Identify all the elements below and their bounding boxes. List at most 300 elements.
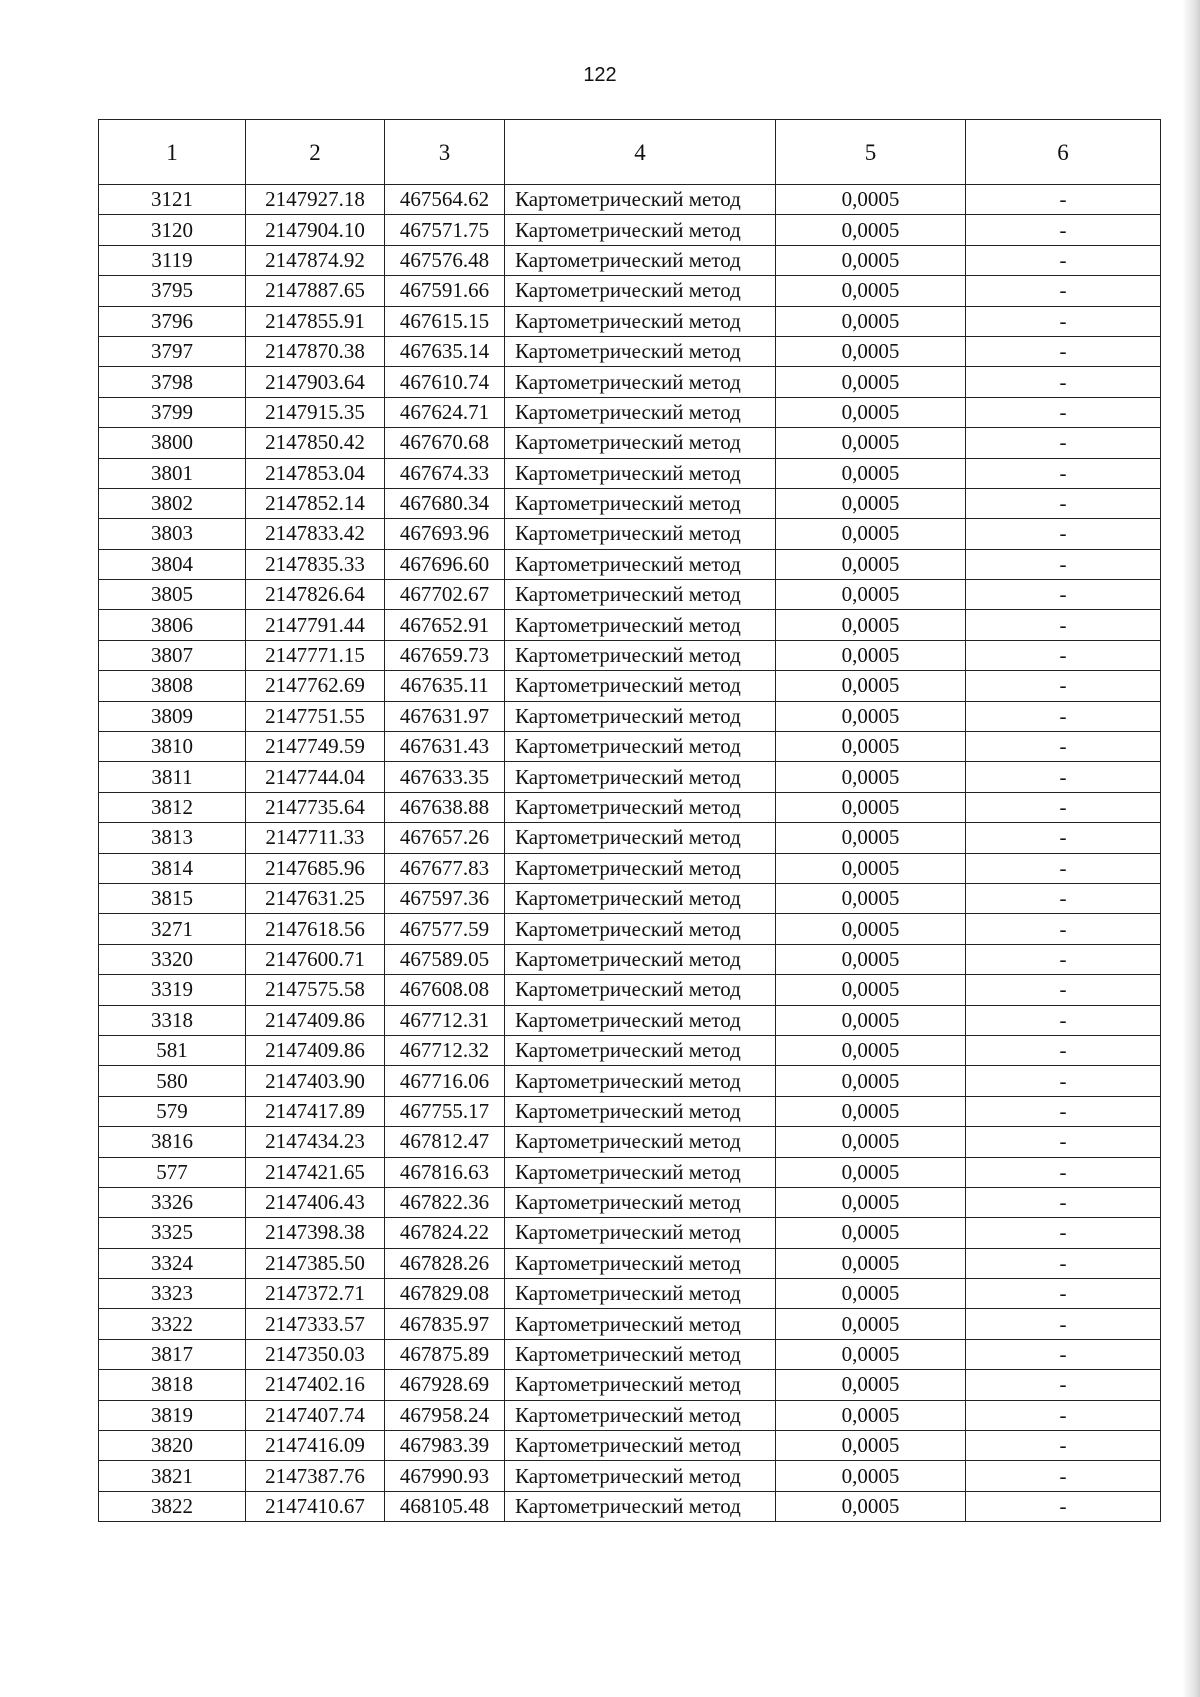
cell-coord-x: 2147333.57 bbox=[246, 1309, 385, 1339]
cell-coord-y: 467696.60 bbox=[385, 549, 505, 579]
cell-method: Картометрический метод bbox=[505, 1187, 776, 1217]
cell-note: - bbox=[966, 1339, 1161, 1369]
header-cell-col-3: 3 bbox=[385, 120, 505, 185]
cell-accuracy: 0,0005 bbox=[776, 883, 966, 913]
cell-coord-x: 2147904.10 bbox=[246, 215, 385, 245]
table-row bbox=[99, 276, 1161, 306]
cell-coord-y: 468105.48 bbox=[385, 1491, 505, 1521]
cell-note: - bbox=[966, 1127, 1161, 1157]
cell-note: - bbox=[966, 610, 1161, 640]
table-row bbox=[99, 1339, 1161, 1369]
cell-accuracy: 0,0005 bbox=[776, 1127, 966, 1157]
cell-coord-x: 2147385.50 bbox=[246, 1248, 385, 1278]
cell-method: Картометрический метод bbox=[505, 1461, 776, 1491]
cell-method: Картометрический метод bbox=[505, 245, 776, 275]
cell-coord-y: 467674.33 bbox=[385, 458, 505, 488]
cell-note: - bbox=[966, 1400, 1161, 1430]
table-row bbox=[99, 458, 1161, 488]
cell-method: Картометрический метод bbox=[505, 853, 776, 883]
cell-note: - bbox=[966, 762, 1161, 792]
table-row bbox=[99, 549, 1161, 579]
cell-method: Картометрический метод bbox=[505, 458, 776, 488]
cell-coord-y: 467716.06 bbox=[385, 1066, 505, 1096]
cell-coord-x: 2147410.67 bbox=[246, 1491, 385, 1521]
cell-coord-x: 2147406.43 bbox=[246, 1187, 385, 1217]
cell-coord-y: 467755.17 bbox=[385, 1096, 505, 1126]
cell-note: - bbox=[966, 397, 1161, 427]
cell-coord-x: 2147744.04 bbox=[246, 762, 385, 792]
cell-point-number: 3819 bbox=[99, 1400, 246, 1430]
cell-coord-x: 2147874.92 bbox=[246, 245, 385, 275]
header-row bbox=[99, 120, 1161, 185]
cell-coord-y: 467591.66 bbox=[385, 276, 505, 306]
cell-point-number: 3801 bbox=[99, 458, 246, 488]
cell-coord-y: 467958.24 bbox=[385, 1400, 505, 1430]
cell-coord-y: 467822.36 bbox=[385, 1187, 505, 1217]
table-row bbox=[99, 1157, 1161, 1187]
cell-accuracy: 0,0005 bbox=[776, 1279, 966, 1309]
cell-note: - bbox=[966, 1309, 1161, 1339]
cell-method: Картометрический метод bbox=[505, 1370, 776, 1400]
cell-method: Картометрический метод bbox=[505, 1035, 776, 1065]
cell-coord-x: 2147600.71 bbox=[246, 944, 385, 974]
cell-accuracy: 0,0005 bbox=[776, 1035, 966, 1065]
cell-coord-x: 2147685.96 bbox=[246, 853, 385, 883]
cell-point-number: 3814 bbox=[99, 853, 246, 883]
cell-method: Картометрический метод bbox=[505, 1005, 776, 1035]
cell-note: - bbox=[966, 245, 1161, 275]
cell-accuracy: 0,0005 bbox=[776, 671, 966, 701]
cell-coord-y: 467657.26 bbox=[385, 823, 505, 853]
table-row bbox=[99, 975, 1161, 1005]
cell-method: Картометрический метод bbox=[505, 1491, 776, 1521]
cell-method: Картометрический метод bbox=[505, 1127, 776, 1157]
cell-accuracy: 0,0005 bbox=[776, 823, 966, 853]
cell-point-number: 3820 bbox=[99, 1431, 246, 1461]
table-row bbox=[99, 853, 1161, 883]
table-row bbox=[99, 215, 1161, 245]
coordinates-table bbox=[98, 119, 1161, 1522]
table-row bbox=[99, 488, 1161, 518]
cell-note: - bbox=[966, 853, 1161, 883]
cell-point-number: 3810 bbox=[99, 732, 246, 762]
cell-coord-x: 2147409.86 bbox=[246, 1035, 385, 1065]
cell-coord-x: 2147751.55 bbox=[246, 701, 385, 731]
cell-coord-y: 467576.48 bbox=[385, 245, 505, 275]
cell-method: Картометрический метод bbox=[505, 732, 776, 762]
cell-coord-y: 467835.97 bbox=[385, 1309, 505, 1339]
cell-coord-y: 467670.68 bbox=[385, 428, 505, 458]
cell-note: - bbox=[966, 215, 1161, 245]
cell-accuracy: 0,0005 bbox=[776, 549, 966, 579]
header-cell-col-2: 2 bbox=[246, 120, 385, 185]
table-row bbox=[99, 883, 1161, 913]
cell-note: - bbox=[966, 1187, 1161, 1217]
cell-point-number: 3805 bbox=[99, 580, 246, 610]
scan-edge-shadow bbox=[1182, 0, 1200, 1697]
cell-coord-y: 467638.88 bbox=[385, 792, 505, 822]
table-row bbox=[99, 1005, 1161, 1035]
cell-note: - bbox=[966, 1248, 1161, 1278]
cell-note: - bbox=[966, 1218, 1161, 1248]
cell-note: - bbox=[966, 1279, 1161, 1309]
cell-accuracy: 0,0005 bbox=[776, 732, 966, 762]
table-row bbox=[99, 428, 1161, 458]
cell-note: - bbox=[966, 640, 1161, 670]
cell-note: - bbox=[966, 519, 1161, 549]
cell-point-number: 3802 bbox=[99, 488, 246, 518]
cell-coord-x: 2147791.44 bbox=[246, 610, 385, 640]
cell-coord-x: 2147855.91 bbox=[246, 306, 385, 336]
cell-accuracy: 0,0005 bbox=[776, 488, 966, 518]
cell-point-number: 3323 bbox=[99, 1279, 246, 1309]
cell-note: - bbox=[966, 580, 1161, 610]
cell-accuracy: 0,0005 bbox=[776, 397, 966, 427]
table-row bbox=[99, 245, 1161, 275]
cell-method: Картометрический метод bbox=[505, 762, 776, 792]
cell-coord-y: 467631.97 bbox=[385, 701, 505, 731]
cell-coord-y: 467828.26 bbox=[385, 1248, 505, 1278]
cell-point-number: 3817 bbox=[99, 1339, 246, 1369]
cell-accuracy: 0,0005 bbox=[776, 853, 966, 883]
cell-coord-y: 467652.91 bbox=[385, 610, 505, 640]
cell-accuracy: 0,0005 bbox=[776, 1218, 966, 1248]
cell-method: Картометрический метод bbox=[505, 640, 776, 670]
cell-point-number: 580 bbox=[99, 1066, 246, 1096]
cell-method: Картометрический метод bbox=[505, 701, 776, 731]
cell-coord-x: 2147903.64 bbox=[246, 367, 385, 397]
cell-coord-y: 467608.08 bbox=[385, 975, 505, 1005]
cell-note: - bbox=[966, 185, 1161, 215]
cell-point-number: 3796 bbox=[99, 306, 246, 336]
cell-point-number: 3799 bbox=[99, 397, 246, 427]
table-row bbox=[99, 914, 1161, 944]
cell-method: Картометрический метод bbox=[505, 336, 776, 366]
cell-accuracy: 0,0005 bbox=[776, 519, 966, 549]
cell-note: - bbox=[966, 1491, 1161, 1521]
cell-accuracy: 0,0005 bbox=[776, 1400, 966, 1430]
cell-coord-x: 2147850.42 bbox=[246, 428, 385, 458]
cell-point-number: 581 bbox=[99, 1035, 246, 1065]
cell-accuracy: 0,0005 bbox=[776, 610, 966, 640]
cell-note: - bbox=[966, 975, 1161, 1005]
cell-coord-x: 2147434.23 bbox=[246, 1127, 385, 1157]
cell-note: - bbox=[966, 1005, 1161, 1035]
cell-method: Картометрический метод bbox=[505, 1157, 776, 1187]
cell-coord-x: 2147711.33 bbox=[246, 823, 385, 853]
cell-method: Картометрический метод bbox=[505, 185, 776, 215]
page-number: 122 bbox=[583, 64, 617, 86]
cell-coord-y: 467633.35 bbox=[385, 762, 505, 792]
cell-accuracy: 0,0005 bbox=[776, 1096, 966, 1126]
cell-coord-y: 467712.32 bbox=[385, 1035, 505, 1065]
table-row bbox=[99, 640, 1161, 670]
cell-accuracy: 0,0005 bbox=[776, 458, 966, 488]
cell-point-number: 3797 bbox=[99, 336, 246, 366]
table-row bbox=[99, 306, 1161, 336]
cell-coord-x: 2147853.04 bbox=[246, 458, 385, 488]
cell-method: Картометрический метод bbox=[505, 1218, 776, 1248]
header-cell-col-5: 5 bbox=[776, 120, 966, 185]
cell-note: - bbox=[966, 1035, 1161, 1065]
header-cell-col-4: 4 bbox=[505, 120, 776, 185]
cell-coord-y: 467990.93 bbox=[385, 1461, 505, 1491]
cell-method: Картометрический метод bbox=[505, 488, 776, 518]
cell-method: Картометрический метод bbox=[505, 367, 776, 397]
cell-point-number: 3816 bbox=[99, 1127, 246, 1157]
cell-coord-y: 467631.43 bbox=[385, 732, 505, 762]
cell-note: - bbox=[966, 883, 1161, 913]
cell-point-number: 3798 bbox=[99, 367, 246, 397]
cell-coord-x: 2147927.18 bbox=[246, 185, 385, 215]
cell-coord-y: 467875.89 bbox=[385, 1339, 505, 1369]
cell-coord-y: 467624.71 bbox=[385, 397, 505, 427]
cell-coord-y: 467824.22 bbox=[385, 1218, 505, 1248]
cell-note: - bbox=[966, 367, 1161, 397]
cell-coord-x: 2147826.64 bbox=[246, 580, 385, 610]
cell-point-number: 3319 bbox=[99, 975, 246, 1005]
cell-point-number: 3320 bbox=[99, 944, 246, 974]
table-row bbox=[99, 367, 1161, 397]
table-row bbox=[99, 580, 1161, 610]
cell-point-number: 3119 bbox=[99, 245, 246, 275]
table-row bbox=[99, 762, 1161, 792]
table-row bbox=[99, 185, 1161, 215]
table-row bbox=[99, 1218, 1161, 1248]
cell-method: Картометрический метод bbox=[505, 1431, 776, 1461]
cell-coord-x: 2147762.69 bbox=[246, 671, 385, 701]
table-row bbox=[99, 1187, 1161, 1217]
cell-note: - bbox=[966, 701, 1161, 731]
table-row bbox=[99, 1279, 1161, 1309]
cell-accuracy: 0,0005 bbox=[776, 1157, 966, 1187]
cell-method: Картометрический метод bbox=[505, 306, 776, 336]
cell-coord-y: 467577.59 bbox=[385, 914, 505, 944]
cell-note: - bbox=[966, 336, 1161, 366]
cell-accuracy: 0,0005 bbox=[776, 1309, 966, 1339]
cell-coord-x: 2147835.33 bbox=[246, 549, 385, 579]
cell-accuracy: 0,0005 bbox=[776, 215, 966, 245]
cell-method: Картометрический метод bbox=[505, 549, 776, 579]
cell-point-number: 579 bbox=[99, 1096, 246, 1126]
cell-coord-y: 467589.05 bbox=[385, 944, 505, 974]
cell-coord-x: 2147575.58 bbox=[246, 975, 385, 1005]
table-row bbox=[99, 610, 1161, 640]
cell-method: Картометрический метод bbox=[505, 914, 776, 944]
cell-method: Картометрический метод bbox=[505, 823, 776, 853]
cell-coord-x: 2147870.38 bbox=[246, 336, 385, 366]
cell-accuracy: 0,0005 bbox=[776, 306, 966, 336]
cell-coord-x: 2147403.90 bbox=[246, 1066, 385, 1096]
cell-point-number: 3804 bbox=[99, 549, 246, 579]
cell-coord-y: 467812.47 bbox=[385, 1127, 505, 1157]
cell-coord-y: 467983.39 bbox=[385, 1431, 505, 1461]
cell-coord-y: 467615.15 bbox=[385, 306, 505, 336]
cell-point-number: 3821 bbox=[99, 1461, 246, 1491]
cell-method: Картометрический метод bbox=[505, 1400, 776, 1430]
table-row bbox=[99, 397, 1161, 427]
cell-accuracy: 0,0005 bbox=[776, 792, 966, 822]
table-row bbox=[99, 671, 1161, 701]
cell-method: Картометрический метод bbox=[505, 428, 776, 458]
table-row bbox=[99, 1431, 1161, 1461]
cell-accuracy: 0,0005 bbox=[776, 1248, 966, 1278]
cell-method: Картометрический метод bbox=[505, 1096, 776, 1126]
cell-coord-x: 2147749.59 bbox=[246, 732, 385, 762]
cell-note: - bbox=[966, 458, 1161, 488]
cell-point-number: 3121 bbox=[99, 185, 246, 215]
cell-coord-x: 2147416.09 bbox=[246, 1431, 385, 1461]
header-cell-col-1: 1 bbox=[99, 120, 246, 185]
cell-accuracy: 0,0005 bbox=[776, 428, 966, 458]
cell-method: Картометрический метод bbox=[505, 1066, 776, 1096]
cell-method: Картометрический метод bbox=[505, 944, 776, 974]
table-row bbox=[99, 1248, 1161, 1278]
cell-accuracy: 0,0005 bbox=[776, 701, 966, 731]
cell-accuracy: 0,0005 bbox=[776, 1491, 966, 1521]
cell-coord-x: 2147350.03 bbox=[246, 1339, 385, 1369]
cell-point-number: 3815 bbox=[99, 883, 246, 913]
cell-coord-x: 2147402.16 bbox=[246, 1370, 385, 1400]
cell-coord-y: 467564.62 bbox=[385, 185, 505, 215]
cell-method: Картометрический метод bbox=[505, 580, 776, 610]
cell-coord-x: 2147398.38 bbox=[246, 1218, 385, 1248]
cell-note: - bbox=[966, 1096, 1161, 1126]
cell-accuracy: 0,0005 bbox=[776, 1370, 966, 1400]
cell-coord-y: 467571.75 bbox=[385, 215, 505, 245]
cell-note: - bbox=[966, 944, 1161, 974]
cell-method: Картометрический метод bbox=[505, 519, 776, 549]
cell-note: - bbox=[966, 276, 1161, 306]
cell-accuracy: 0,0005 bbox=[776, 762, 966, 792]
cell-coord-x: 2147631.25 bbox=[246, 883, 385, 913]
cell-accuracy: 0,0005 bbox=[776, 580, 966, 610]
cell-coord-y: 467693.96 bbox=[385, 519, 505, 549]
cell-accuracy: 0,0005 bbox=[776, 1005, 966, 1035]
cell-point-number: 3806 bbox=[99, 610, 246, 640]
cell-accuracy: 0,0005 bbox=[776, 336, 966, 366]
cell-coord-y: 467677.83 bbox=[385, 853, 505, 883]
table-row bbox=[99, 519, 1161, 549]
table-row bbox=[99, 1066, 1161, 1096]
cell-coord-y: 467635.14 bbox=[385, 336, 505, 366]
cell-coord-x: 2147771.15 bbox=[246, 640, 385, 670]
cell-method: Картометрический метод bbox=[505, 1309, 776, 1339]
cell-coord-y: 467928.69 bbox=[385, 1370, 505, 1400]
cell-coord-x: 2147421.65 bbox=[246, 1157, 385, 1187]
cell-note: - bbox=[966, 1461, 1161, 1491]
table-row bbox=[99, 701, 1161, 731]
cell-point-number: 3812 bbox=[99, 792, 246, 822]
cell-point-number: 3808 bbox=[99, 671, 246, 701]
cell-note: - bbox=[966, 306, 1161, 336]
cell-note: - bbox=[966, 823, 1161, 853]
cell-coord-y: 467702.67 bbox=[385, 580, 505, 610]
cell-note: - bbox=[966, 1370, 1161, 1400]
cell-point-number: 577 bbox=[99, 1157, 246, 1187]
cell-method: Картометрический метод bbox=[505, 671, 776, 701]
table-row bbox=[99, 1400, 1161, 1430]
cell-method: Картометрический метод bbox=[505, 1279, 776, 1309]
cell-point-number: 3324 bbox=[99, 1248, 246, 1278]
table-body bbox=[99, 185, 1161, 1522]
header-cell-col-6: 6 bbox=[966, 120, 1161, 185]
cell-note: - bbox=[966, 914, 1161, 944]
cell-coord-y: 467680.34 bbox=[385, 488, 505, 518]
cell-point-number: 3322 bbox=[99, 1309, 246, 1339]
table-row bbox=[99, 336, 1161, 366]
cell-coord-x: 2147833.42 bbox=[246, 519, 385, 549]
cell-method: Картометрический метод bbox=[505, 883, 776, 913]
cell-point-number: 3803 bbox=[99, 519, 246, 549]
cell-accuracy: 0,0005 bbox=[776, 944, 966, 974]
cell-coord-y: 467635.11 bbox=[385, 671, 505, 701]
cell-coord-x: 2147852.14 bbox=[246, 488, 385, 518]
cell-accuracy: 0,0005 bbox=[776, 1066, 966, 1096]
cell-note: - bbox=[966, 488, 1161, 518]
cell-method: Картометрический метод bbox=[505, 610, 776, 640]
table-row bbox=[99, 1309, 1161, 1339]
cell-coord-x: 2147387.76 bbox=[246, 1461, 385, 1491]
cell-point-number: 3271 bbox=[99, 914, 246, 944]
table-row bbox=[99, 1035, 1161, 1065]
table-row bbox=[99, 1127, 1161, 1157]
cell-coord-x: 2147417.89 bbox=[246, 1096, 385, 1126]
cell-point-number: 3809 bbox=[99, 701, 246, 731]
cell-method: Картометрический метод bbox=[505, 792, 776, 822]
table-row bbox=[99, 1461, 1161, 1491]
cell-coord-y: 467712.31 bbox=[385, 1005, 505, 1035]
cell-accuracy: 0,0005 bbox=[776, 1187, 966, 1217]
cell-point-number: 3800 bbox=[99, 428, 246, 458]
cell-point-number: 3822 bbox=[99, 1491, 246, 1521]
cell-accuracy: 0,0005 bbox=[776, 1431, 966, 1461]
cell-note: - bbox=[966, 1066, 1161, 1096]
cell-accuracy: 0,0005 bbox=[776, 185, 966, 215]
table-row bbox=[99, 732, 1161, 762]
cell-coord-y: 467610.74 bbox=[385, 367, 505, 397]
cell-note: - bbox=[966, 1431, 1161, 1461]
table-row bbox=[99, 1491, 1161, 1521]
cell-coord-x: 2147618.56 bbox=[246, 914, 385, 944]
cell-accuracy: 0,0005 bbox=[776, 914, 966, 944]
cell-point-number: 3807 bbox=[99, 640, 246, 670]
table-row bbox=[99, 1370, 1161, 1400]
cell-note: - bbox=[966, 549, 1161, 579]
cell-note: - bbox=[966, 792, 1161, 822]
cell-point-number: 3813 bbox=[99, 823, 246, 853]
cell-point-number: 3325 bbox=[99, 1218, 246, 1248]
cell-point-number: 3818 bbox=[99, 1370, 246, 1400]
cell-note: - bbox=[966, 732, 1161, 762]
cell-accuracy: 0,0005 bbox=[776, 640, 966, 670]
cell-accuracy: 0,0005 bbox=[776, 245, 966, 275]
cell-accuracy: 0,0005 bbox=[776, 975, 966, 1005]
cell-coord-x: 2147735.64 bbox=[246, 792, 385, 822]
table-row bbox=[99, 944, 1161, 974]
cell-point-number: 3811 bbox=[99, 762, 246, 792]
cell-coord-y: 467597.36 bbox=[385, 883, 505, 913]
cell-point-number: 3318 bbox=[99, 1005, 246, 1035]
cell-note: - bbox=[966, 1157, 1161, 1187]
cell-coord-y: 467816.63 bbox=[385, 1157, 505, 1187]
table-header bbox=[99, 120, 1161, 185]
cell-accuracy: 0,0005 bbox=[776, 1461, 966, 1491]
cell-method: Картометрический метод bbox=[505, 276, 776, 306]
cell-point-number: 3326 bbox=[99, 1187, 246, 1217]
table-row bbox=[99, 792, 1161, 822]
cell-coord-y: 467659.73 bbox=[385, 640, 505, 670]
